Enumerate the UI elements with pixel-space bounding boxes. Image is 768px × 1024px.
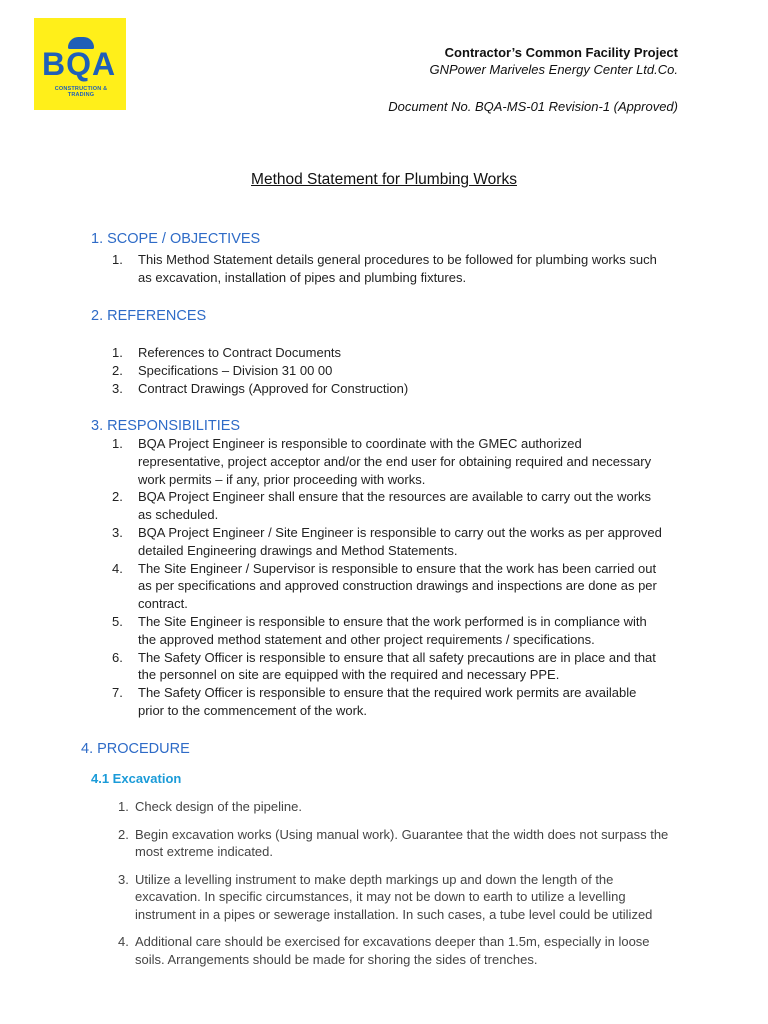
item-text: The Site Engineer / Supervisor is responsible to ensure that the work has been carried out as per specifications and approved construction drawings and inspections are done as per contract. <box>138 560 657 612</box>
list-item <box>112 613 664 649</box>
list-item <box>112 684 664 720</box>
item-text: The Site Engineer is responsible to ensure that the work performed is in compliance with the approved method statement and other project requirements / specifications. <box>138 613 647 647</box>
item-text: Additional care should be exercised for excavations deeper than 1.5m, especially in loose soils. Arrangements should be made for shoring the sides of trenches. <box>135 934 650 967</box>
list-item <box>118 798 678 816</box>
item-text: Specifications – Division 31 00 00 <box>138 362 333 378</box>
logo-tagline: CONSTRUCTION & TRADING <box>54 86 108 98</box>
section-heading-references: 2. REFERENCES <box>91 308 207 324</box>
item-number: 5. <box>112 613 123 629</box>
document-title: Method Statement for Plumbing Works <box>251 171 517 188</box>
document-number: Document No. BQA-MS-01 Revision-1 (Approved) <box>388 99 678 114</box>
list-item <box>118 933 678 968</box>
list-item <box>112 649 664 685</box>
item-number: 7. <box>112 685 123 701</box>
item-text: Contract Drawings (Approved for Construction) <box>138 380 409 396</box>
responsibilities-list <box>112 435 664 720</box>
scope-list <box>112 251 660 287</box>
section-heading-scope: 1. SCOPE / OBJECTIVES <box>91 231 261 247</box>
item-text: Begin excavation works (Using manual work). Guarantee that the width does not surpass the most extreme indicated. <box>135 826 669 859</box>
excavation-steps-list <box>118 798 678 978</box>
item-number: 2. <box>112 489 123 505</box>
item-number: 1. <box>112 252 123 267</box>
list-item <box>112 435 664 488</box>
list-item <box>118 871 678 924</box>
company-logo <box>34 18 126 110</box>
references-list <box>112 344 660 397</box>
item-number: 3. <box>112 524 123 540</box>
item-text: The Safety Officer is responsible to ensure that all safety precautions are in place and that the personnel on site are equipped with the required and necessary PPE. <box>138 649 656 683</box>
item-number: 2. <box>112 362 123 378</box>
item-number: 1. <box>112 436 123 451</box>
item-text: BQA Project Engineer shall ensure that the resources are available to carry out the works as scheduled. <box>138 489 652 523</box>
item-text: References to Contract Documents <box>138 345 342 360</box>
list-item <box>112 251 660 287</box>
item-text: This Method Statement details general procedures to be followed for plumbing works such as excavation, installation of pipes and plumbing fixtures. <box>138 252 657 285</box>
item-number: 6. <box>112 649 123 665</box>
item-text: BQA Project Engineer / Site Engineer is responsible to carry out the works as per approved detailed Engineering drawings and Method Statements. <box>138 524 662 558</box>
item-number: 1. <box>112 345 123 360</box>
item-number: 3. <box>112 380 123 396</box>
project-title: Contractor’s Common Facility Project <box>444 45 678 60</box>
item-number: 2. <box>118 826 129 842</box>
item-number: 4. <box>118 934 129 949</box>
list-item <box>112 560 664 613</box>
list-item <box>112 380 660 398</box>
company-name: GNPower Mariveles Energy Center Ltd.Co. <box>429 62 678 77</box>
list-item <box>112 524 664 560</box>
list-item <box>118 826 678 861</box>
list-item <box>112 488 664 524</box>
list-item <box>112 344 660 362</box>
item-text: Utilize a levelling instrument to make depth markings up and down the length of the excavation. In specific circumstances, it may not be down to earth to utilize a levelling instrument in a pipes or sewerage installation. In such cases, a tube level could be utilized <box>135 871 653 922</box>
item-number: 1. <box>118 799 129 814</box>
item-number: 4. <box>112 560 123 576</box>
section-heading-procedure: 4. PROCEDURE <box>81 741 190 757</box>
subsection-heading-excavation: 4.1 Excavation <box>91 771 182 786</box>
item-text: The Safety Officer is responsible to ensure that the required work permits are available prior to the commencement of the work. <box>138 685 637 718</box>
logo-letters: BQA <box>42 46 117 82</box>
item-number: 3. <box>118 871 129 887</box>
document-header <box>388 44 678 115</box>
item-text: Check design of the pipeline. <box>135 799 302 814</box>
item-text: BQA Project Engineer is responsible to coordinate with the GMEC authorized representative, project acceptor and/or the end user for obtaining required and necessary work permits – if any, prior proceeding with works. <box>138 436 652 487</box>
section-heading-responsibilities: 3. RESPONSIBILITIES <box>91 418 241 434</box>
list-item <box>112 362 660 380</box>
